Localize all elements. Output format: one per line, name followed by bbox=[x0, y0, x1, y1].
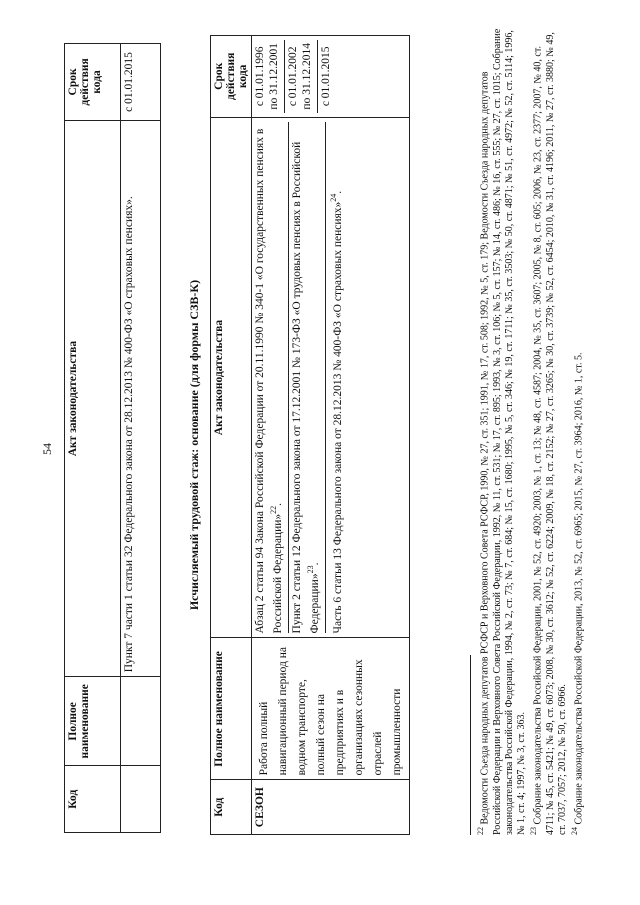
footnote-number: 24 bbox=[570, 827, 580, 835]
table-row bbox=[121, 44, 161, 833]
section-title: Исчисляемый трудовой стаж: основание (для формы СЗВ-К) bbox=[187, 279, 201, 611]
footnote-text: Ведомости Съезда народных депутатов РСФСР и Верховного Совета РСФСР, 1990, № 27, ст. 351; 1991, № 17, ст. 508; 1992, № 5, ст. 179; Ведомости Съезда народных депутатов Российской Федерации и Верховного Совета Российской Федерации, 1992, № 11, ст. 531; № 17, ст. 895; 1993, № 3, ст. 106; № 5, ст. 157; № 14, ст. 486; № 16, ст. 555; № 27, ст. 1015; Собрание законодательства Российской Федерации, 1994, № 2, ст. 73; № 7, ст. 684; № 15, ст. 1680; 1995, № 5, ст. 346; № 19, ст. 1711; № 35, ст. 3503; № 50, ст. 4871; № 51, ст. 4972; № 52, ст. 5114; 1996, № 1, ст. 4; 1997, № 3, ст. 363. bbox=[479, 28, 527, 835]
header-validity: Срок действия кода bbox=[65, 44, 121, 121]
codes-table-season bbox=[210, 35, 410, 835]
table-header-row bbox=[211, 36, 252, 835]
cell-validity bbox=[252, 36, 410, 118]
footnote-ref: 22 bbox=[269, 505, 278, 514]
footnote-ref: 23 bbox=[305, 565, 315, 574]
footnote-text: Собрание законодательства Российской Федерации, 2001, № 52, ст. 4920; 2003, № 1, ст. 13; № 48, ст. 4587; 2004, № 35, ст. 3607; 2005, № 8, ст. 605; 2006, № 23, ст. 2377; 2007, № 40, ст. 4711; № 45, ст. 5421; № 49, ст. 6073; 2008, № 30, ст. 3612; № 52, ст. 6224; 2009, № 18, ст. 2152; № 27, ст. 3265; № 30, ст. 3739; № 52, ст. 6454; 2010, № 31, ст. 4196; 2011, № 27, ст. 3880; № 49, ст. 7037, 7057; 2012, № 50, ст. 6966. bbox=[532, 32, 568, 835]
header-act: Акт законодательства bbox=[211, 117, 252, 638]
table-header-row bbox=[65, 44, 121, 833]
footnote-text: Собрание законодательства Российской Федерации, 2013, № 52, ст. 6965; 2015, № 27, ст. 3964; 2016, № 1, ст. 5. bbox=[573, 352, 585, 825]
table-row bbox=[252, 36, 410, 835]
page-number: 54 bbox=[40, 443, 54, 455]
header-act: Акт законодательства bbox=[65, 120, 121, 676]
act-text: Часть 6 статьи 13 Федерального закона от 28.12.2013 № 400-ФЗ «О страховых пенсиях» bbox=[331, 201, 344, 634]
cell-full-name: Работа полный навигационный период на водном транспорте, полный сезон на предприятиях и в организациях сезонных отраслей промышленности bbox=[252, 638, 410, 780]
cell-full-name bbox=[121, 677, 161, 766]
codes-table-top bbox=[64, 43, 161, 833]
cell-validity: с 01.01.2015 bbox=[121, 44, 161, 121]
header-code: Код bbox=[211, 780, 252, 835]
validity-item: с 01.01.2002 по 31.12.2014 bbox=[285, 40, 318, 113]
act-text: Пункт 2 статьи 12 Федерального закона от 17.12.2001 № 173-ФЗ «О трудовых пенсиях в Российской Федерации» bbox=[290, 141, 321, 634]
cell-act: Пункт 7 части 1 статьи 32 Федерального закона от 28.12.2013 № 400-ФЗ «О страховых пенсиях». bbox=[121, 120, 161, 676]
header-full-name: Полное наименование bbox=[65, 677, 121, 766]
cell-code bbox=[121, 766, 161, 833]
footnote bbox=[569, 25, 586, 835]
validity-item: с 01.01.2015 bbox=[320, 46, 332, 107]
footnotes bbox=[470, 25, 586, 835]
footnote bbox=[528, 25, 569, 835]
footnote-number: 22 bbox=[476, 827, 485, 835]
footnote bbox=[475, 25, 528, 835]
footnote-divider bbox=[470, 655, 471, 835]
validity-item: с 01.01.1996 по 31.12.2001 bbox=[252, 40, 285, 113]
act-item: Пункт 2 статьи 12 Федерального закона от 17.12.2001 № 173-ФЗ «О трудовых пенсиях в Российской Федерации»$^{23}$. bbox=[289, 122, 326, 634]
header-validity: Срок действия кода bbox=[211, 36, 252, 118]
footnote-ref: 24 bbox=[328, 193, 338, 202]
cell-acts bbox=[252, 117, 410, 638]
act-text: Абзац 2 статьи 94 Закона Российской Федерации от 20.11.1990 № 340-1 «О государственных пенсиях в Российской Федерации» bbox=[254, 128, 284, 634]
act-item: Абзац 2 статьи 94 Закона Российской Федерации от 20.11.1990 № 340-1 «О государственных пенсиях в Российской Федерации»$^{22}$. bbox=[252, 122, 289, 634]
header-code: Код bbox=[65, 766, 121, 833]
cell-code: СЕЗОН bbox=[252, 780, 410, 835]
act-item: Часть 6 статьи 13 Федерального закона от 28.12.2013 № 400-ФЗ «О страховых пенсиях»$^{24}$. bbox=[328, 190, 344, 634]
footnote-number: 23 bbox=[529, 827, 539, 835]
header-full-name: Полное наименование bbox=[211, 638, 252, 780]
